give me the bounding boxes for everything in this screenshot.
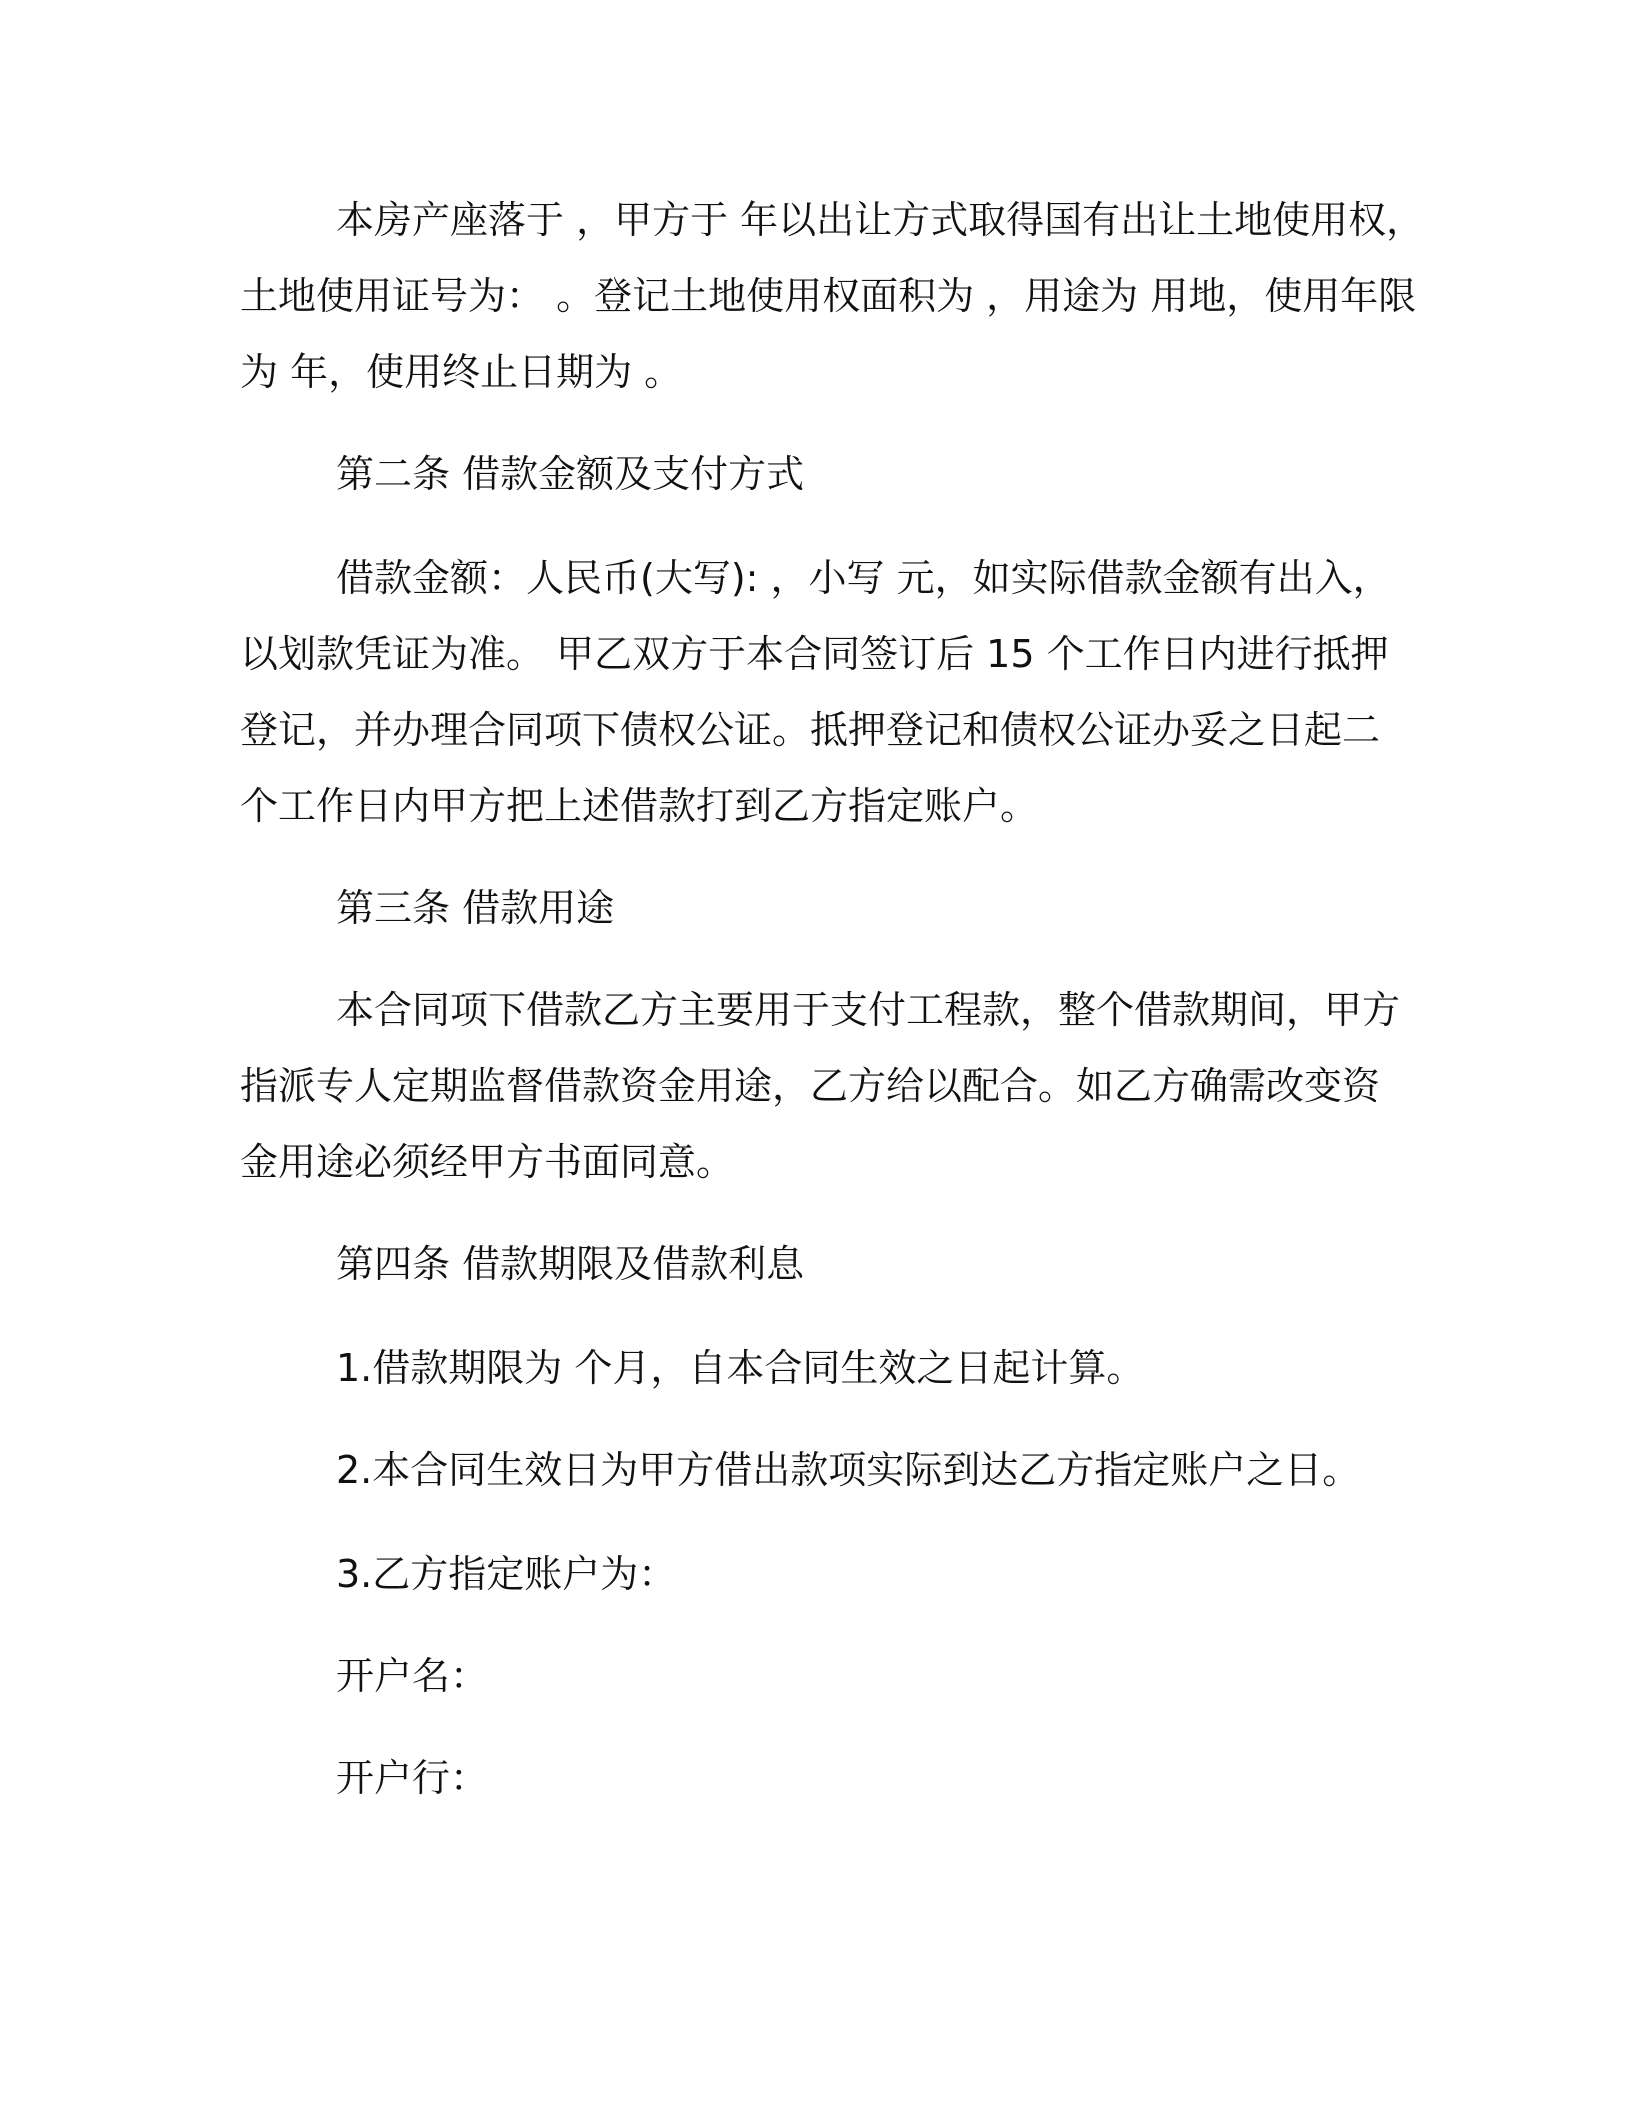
list-item: 2.本合同生效日为甲方借出款项实际到达乙方指定账户之日。 bbox=[336, 1448, 1361, 1492]
section-heading: 第二条 借款金额及支付方式 bbox=[336, 452, 805, 496]
paragraph-line: 土地使用证号为： 。登记土地使用权面积为 ，用途为 用地，使用年限 bbox=[240, 274, 1417, 318]
paragraph-line: 登记，并办理合同项下债权公证。抵押登记和债权公证办妥之日起二 bbox=[240, 708, 1381, 752]
paragraph-line: 为 年，使用终止日期为 。 bbox=[240, 350, 683, 394]
list-item: 3.乙方指定账户为： bbox=[336, 1552, 677, 1596]
paragraph-line: 指派专人定期监督借款资金用途，乙方给以配合。如乙方确需改变资 bbox=[240, 1064, 1381, 1108]
section-heading: 第三条 借款用途 bbox=[336, 886, 615, 930]
paragraph-line: 个工作日内甲方把上述借款打到乙方指定账户。 bbox=[240, 784, 1039, 828]
paragraph-line: 本房产座落于 ，甲方于 年以出让方式取得国有出让土地使用权， bbox=[336, 198, 1425, 242]
list-item: 1.借款期限为 个月，自本合同生效之日起计算。 bbox=[336, 1346, 1145, 1390]
account-name-label: 开户名： bbox=[336, 1654, 489, 1698]
paragraph-line: 金用途必须经甲方书面同意。 bbox=[240, 1140, 735, 1184]
paragraph-line: 本合同项下借款乙方主要用于支付工程款，整个借款期间，甲方 bbox=[336, 988, 1401, 1032]
paragraph-line: 借款金额：人民币(大写): ，小写 元，如实际借款金额有出入， bbox=[336, 556, 1391, 600]
section-heading: 第四条 借款期限及借款利息 bbox=[336, 1242, 805, 1286]
paragraph-line: 以划款凭证为准。 甲乙双方于本合同签订后 15 个工作日内进行抵押 bbox=[240, 632, 1389, 676]
account-bank-label: 开户行： bbox=[336, 1756, 489, 1800]
